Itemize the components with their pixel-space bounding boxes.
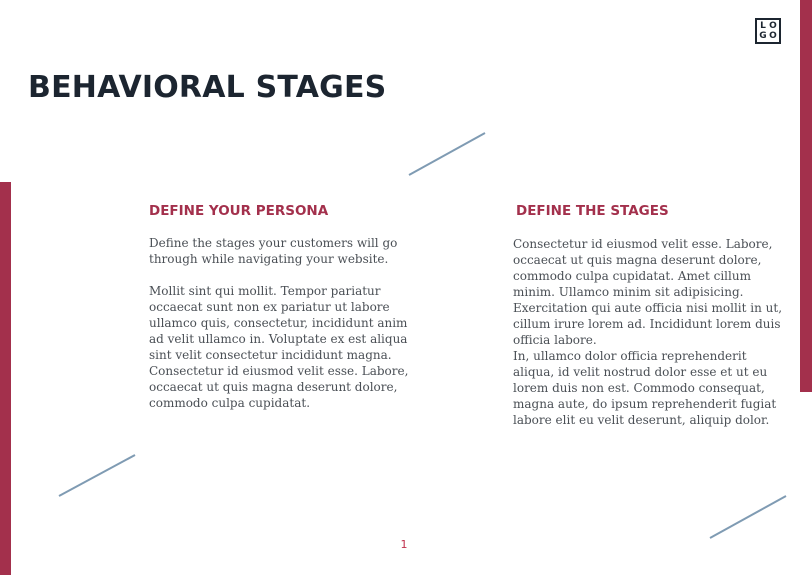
logo-letter: O [769, 20, 777, 31]
persona-intro-paragraph: Define the stages your customers will go through while navigating your website. [149, 236, 398, 266]
section-heading-stages: DEFINE THE STAGES [516, 203, 669, 219]
decorative-line [409, 133, 485, 175]
section-heading-persona: DEFINE YOUR PERSONA [149, 203, 329, 219]
logo-letter: G [759, 30, 767, 41]
stages-paragraph-1: Consectetur id eiusmod velit esse. Labore, occaecat ut quis magna deserunt dolore, commodo culpa cupidatat. Amet cillum minim. Ullamco minim sit adipisicing. Exercitation qui aute officia nisi mollit in ut, cillum irure lorem ad. Incididunt lorem duis officia labore. [513, 237, 783, 347]
decorative-line [710, 496, 786, 538]
page-title: BEHAVIORAL STAGES [28, 70, 387, 105]
logo-letter: O [769, 30, 777, 41]
persona-body-paragraph: Mollit sint qui mollit. Tempor pariatur occaecat sunt non ex pariatur ut labore ullamco quis, consectetur, incididunt anim ad velit ullamco in. Voluptate ex est aliqua sint velit consectetur incididunt magna. Consectetur id eiusmod velit esse. Labore, occaecat ut quis magna deserunt dolore, commodo culpa cupidatat. [149, 284, 409, 410]
decorative-line [59, 455, 135, 496]
logo-letter: L [760, 20, 766, 31]
stages-paragraph-2: In, ullamco dolor officia reprehenderit aliqua, id velit nostrud dolor esse et ut eu lorem duis non est. Commodo consequat, magna aute, do ipsum reprehenderit fugiat labore elit eu velit deserunt, aliquip dolor. [513, 349, 777, 427]
page-number: 1 [400, 538, 408, 551]
